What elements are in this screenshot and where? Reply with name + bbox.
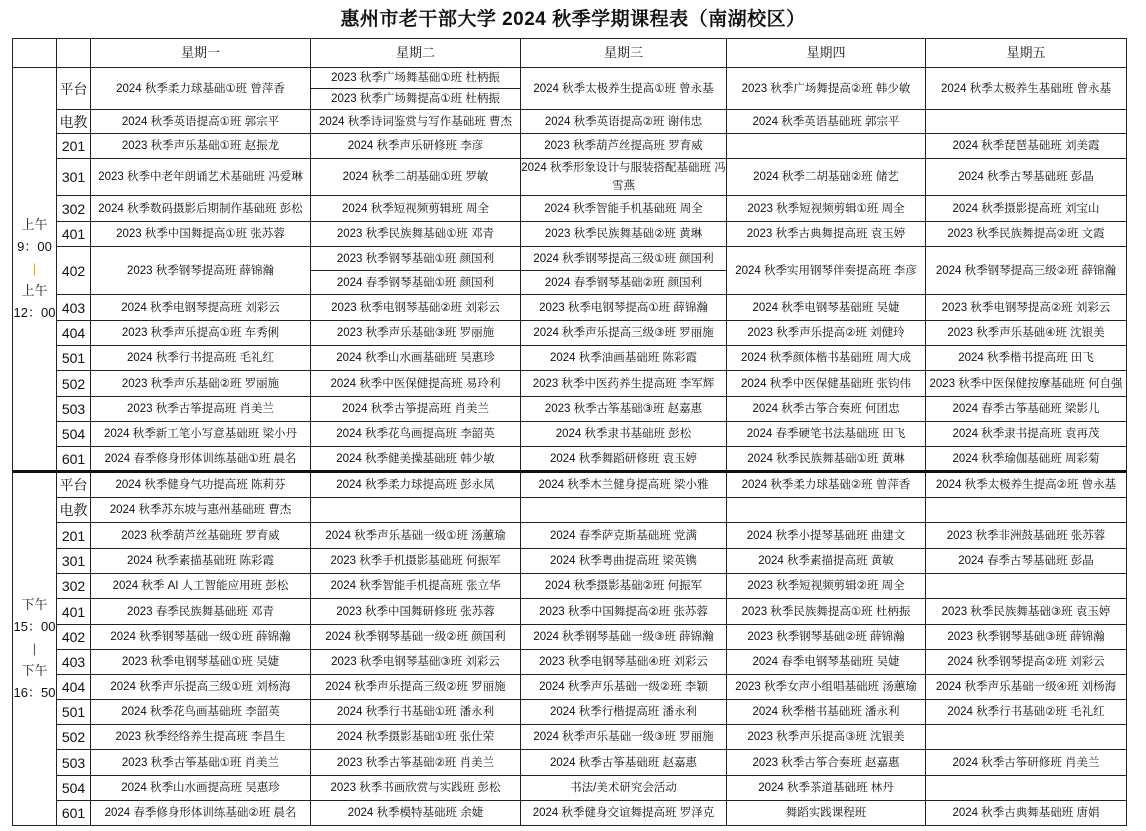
course-cell: 2024 秋季钢琴提高②班 刘彩云 xyxy=(926,650,1127,675)
course-cell: 2024 秋季健身交谊舞提高班 罗泽克 xyxy=(521,801,727,826)
course-cell: 2023 秋季民族舞提高①班 杜柄振 xyxy=(727,599,926,625)
course-cell: 2023 秋季古筝基础①班 肖美兰 xyxy=(91,750,311,776)
course-cell: 2023 秋季经络养生提高班 李昌生 xyxy=(91,725,311,750)
course-cell: 2024 秋季智能手机基础班 周全 xyxy=(521,196,727,222)
course-cell: 2024 秋季行书基础①班 潘永利 xyxy=(311,700,521,725)
room-label: 501 xyxy=(57,700,91,725)
course-cell: 2023 秋季广场舞提高②班 韩少敏 xyxy=(727,68,926,110)
room-label: 401 xyxy=(57,599,91,625)
course-cell: 2023 秋季声乐提高①班 车秀俐 xyxy=(91,321,311,346)
course-cell: 2024 秋季声乐基础一级②班 李颖 xyxy=(521,675,727,700)
course-cell: 2023 春季民族舞基础班 邓青 xyxy=(91,599,311,625)
course-cell: 2024 秋季健美操基础班 韩少敏 xyxy=(311,447,521,472)
course-cell: 2023 秋季电钢琴提高②班 刘彩云 xyxy=(926,295,1127,321)
course-entry: 2023 秋季广场舞基础①班 杜柄振 xyxy=(331,72,500,84)
room-label: 601 xyxy=(57,801,91,826)
course-cell: 2023 秋季中国舞提高②班 张苏蓉 xyxy=(521,599,727,625)
course-cell: 2024 秋季声乐研修班 李彦 xyxy=(311,134,521,159)
schedule-row xyxy=(13,422,1127,447)
time-label: 上午 xyxy=(21,283,48,298)
course-cell: 2024 秋季二胡基础②班 储艺 xyxy=(727,159,926,196)
course-cell: 2023 秋季短视频剪辑②班 周全 xyxy=(727,574,926,599)
course-cell: 2024 春季硬笔书法基础班 田飞 xyxy=(727,422,926,447)
course-cell: 2024 秋季英语提高①班 郭宗平 xyxy=(91,110,311,134)
course-cell: 2023 秋季民族舞提高②班 文霞 xyxy=(926,222,1127,247)
course-cell: 2024 秋季中医保健提高班 易玲利 xyxy=(311,371,521,397)
time-label: 9：00 xyxy=(17,239,52,254)
course-cell: 2024 秋季太极养生提高①班 曾永基 xyxy=(521,68,727,110)
course-cell: 2024 秋季楷书基础班 潘永利 xyxy=(727,700,926,725)
room-label: 电教 xyxy=(57,498,91,523)
course-entry: 2023 秋季广场舞提高①班 杜柄振 xyxy=(311,88,520,109)
empty-cell xyxy=(926,776,1127,801)
course-cell: 2024 秋季茶道基础班 林丹 xyxy=(727,776,926,801)
course-cell-split xyxy=(521,247,727,295)
course-cell: 2024 秋季声乐提高三级②班 罗丽施 xyxy=(311,675,521,700)
course-cell: 2024 秋季柔力球基础②班 曾萍香 xyxy=(727,472,926,498)
room-label: 302 xyxy=(57,574,91,599)
time-separator: | xyxy=(32,261,37,276)
course-cell: 2023 秋季中国舞提高①班 张苏蓉 xyxy=(91,222,311,247)
course-cell: 2024 秋季声乐提高三级①班 刘杨海 xyxy=(91,675,311,700)
empty-cell xyxy=(926,498,1127,523)
room-label: 电教 xyxy=(57,110,91,134)
course-cell: 2024 秋季琵琶基础班 刘美霞 xyxy=(926,134,1127,159)
time-label: 下午 xyxy=(21,597,48,612)
course-cell: 2023 秋季电钢琴基础②班 刘彩云 xyxy=(311,295,521,321)
course-cell: 2023 秋季女声小组唱基础班 汤蕙瑜 xyxy=(727,675,926,700)
time-separator: | xyxy=(32,641,37,656)
course-cell: 2023 秋季中老年朗诵艺术基础班 冯爱琳 xyxy=(91,159,311,196)
course-cell: 2023 秋季中医保健按摩基础班 何自强 xyxy=(926,371,1127,397)
course-cell: 2023 秋季电钢琴基础③班 刘彩云 xyxy=(311,650,521,675)
room-label: 301 xyxy=(57,159,91,196)
course-cell: 2024 秋季小提琴基础班 曲建文 xyxy=(727,523,926,549)
room-label: 404 xyxy=(57,321,91,346)
schedule-row xyxy=(13,472,1127,498)
course-cell: 2024 秋季声乐基础一级③班 罗丽施 xyxy=(521,725,727,750)
room-label: 503 xyxy=(57,397,91,422)
course-cell: 2024 秋季瑜伽基础班 周彩菊 xyxy=(926,447,1127,472)
course-cell: 2024 秋季电钢琴基础班 吴婕 xyxy=(727,295,926,321)
course-cell: 2024 秋季柔力球提高班 彭永凤 xyxy=(311,472,521,498)
course-cell: 2023 秋季声乐提高②班 刘健玲 xyxy=(727,321,926,346)
weekday-header: 星期二 xyxy=(311,39,521,68)
course-cell: 2023 秋季中国舞研修班 张苏蓉 xyxy=(311,599,521,625)
course-cell: 书法/美术研究会活动 xyxy=(521,776,727,801)
empty-cell xyxy=(727,498,926,523)
room-label: 502 xyxy=(57,725,91,750)
course-cell: 2024 秋季素描提高班 黄敏 xyxy=(727,549,926,574)
empty-cell xyxy=(727,134,926,159)
course-cell: 2024 秋季英语基础班 郭宗平 xyxy=(727,110,926,134)
weekday-header: 星期五 xyxy=(926,39,1127,68)
schedule-row xyxy=(13,247,1127,295)
course-cell: 2024 秋季模特基础班 余婕 xyxy=(311,801,521,826)
course-cell: 2023 秋季钢琴基础③班 薛锦瀚 xyxy=(926,625,1127,650)
course-cell: 2024 秋季花鸟画提高班 李韶英 xyxy=(311,422,521,447)
time-label: 15：00 xyxy=(13,619,56,634)
schedule-row xyxy=(13,346,1127,371)
time-label: 下午 xyxy=(21,663,48,678)
schedule-row xyxy=(13,295,1127,321)
course-cell: 2024 秋季花鸟画基础班 李韶英 xyxy=(91,700,311,725)
course-cell: 2023 秋季葫芦丝基础班 罗育威 xyxy=(91,523,311,549)
schedule-row xyxy=(13,776,1127,801)
course-cell: 2024 秋季声乐基础一级④班 刘杨海 xyxy=(926,675,1127,700)
course-cell: 2024 秋季新工笔小写意基础班 梁小丹 xyxy=(91,422,311,447)
schedule-row xyxy=(13,549,1127,574)
course-cell: 2024 秋季古筝合奏班 何团忠 xyxy=(727,397,926,422)
page-title: 惠州市老干部大学 2024 秋季学期课程表（南湖校区） xyxy=(340,9,806,30)
morning-time-slot xyxy=(13,68,57,472)
schedule-row xyxy=(13,498,1127,523)
course-cell: 2024 秋季隶书基础班 彭松 xyxy=(521,422,727,447)
schedule-row xyxy=(13,447,1127,472)
schedule-row xyxy=(13,68,1127,110)
course-cell: 2024 秋季木兰健身提高班 梁小雅 xyxy=(521,472,727,498)
course-cell: 2024 秋季太极养生提高②班 曾永基 xyxy=(926,472,1127,498)
time-label: 上午 xyxy=(21,217,48,232)
course-cell: 2024 秋季英语提高②班 谢伟忠 xyxy=(521,110,727,134)
room-label: 平台 xyxy=(57,68,91,110)
course-cell: 2024 秋季柔力球基础①班 曾萍香 xyxy=(91,68,311,110)
course-cell: 2024 春季修身形体训练基础①班 晨名 xyxy=(91,447,311,472)
course-cell: 2024 秋季素描基础班 陈彩霞 xyxy=(91,549,311,574)
schedule-row xyxy=(13,159,1127,196)
course-cell: 2023 秋季声乐基础④班 沈银美 xyxy=(926,321,1127,346)
course-entry: 2024 春季钢琴基础②班 颜国利 xyxy=(521,270,726,294)
course-cell: 2024 秋季摄影提高班 刘宝山 xyxy=(926,196,1127,222)
empty-cell xyxy=(311,498,521,523)
course-cell: 2024 秋季形象设计与服装搭配基础班 冯雪燕 xyxy=(521,159,727,196)
course-cell: 2024 秋季山水画提高班 吴惠珍 xyxy=(91,776,311,801)
course-cell: 2024 春季电钢琴基础班 吴婕 xyxy=(727,650,926,675)
weekday-header: 星期三 xyxy=(521,39,727,68)
schedule-row xyxy=(13,700,1127,725)
schedule-row xyxy=(13,725,1127,750)
course-cell: 2023 秋季葫芦丝提高班 罗育威 xyxy=(521,134,727,159)
schedule-row xyxy=(13,801,1127,826)
course-cell: 2024 秋季诗词鉴赏与写作基础班 曹杰 xyxy=(311,110,521,134)
course-cell: 2024 秋季实用钢琴伴奏提高班 李彦 xyxy=(727,247,926,295)
time-label: 16：50 xyxy=(13,685,56,700)
weekday-header: 星期四 xyxy=(727,39,926,68)
course-cell: 2023 秋季钢琴提高班 薛锦瀚 xyxy=(91,247,311,295)
schedule-row xyxy=(13,675,1127,700)
weekday-header: 星期一 xyxy=(91,39,311,68)
course-cell: 2024 秋季智能手机提高班 张立华 xyxy=(311,574,521,599)
room-label: 501 xyxy=(57,346,91,371)
course-cell: 2024 秋季行书提高班 毛礼红 xyxy=(91,346,311,371)
course-cell: 2023 秋季声乐提高③班 沈银美 xyxy=(727,725,926,750)
room-label: 403 xyxy=(57,650,91,675)
room-label: 403 xyxy=(57,295,91,321)
empty-cell xyxy=(521,498,727,523)
course-cell: 2024 秋季声乐提高三级③班 罗丽施 xyxy=(521,321,727,346)
course-cell: 2023 秋季民族舞基础①班 邓青 xyxy=(311,222,521,247)
room-label: 201 xyxy=(57,523,91,549)
course-cell: 2024 秋季油画基础班 陈彩霞 xyxy=(521,346,727,371)
room-label: 502 xyxy=(57,371,91,397)
room-label: 平台 xyxy=(57,472,91,498)
course-cell: 2024 秋季古琴基础班 彭晶 xyxy=(926,159,1127,196)
course-cell: 2024 秋季隶书提高班 袁再茂 xyxy=(926,422,1127,447)
room-label: 504 xyxy=(57,776,91,801)
course-cell: 2024 秋季健身气功提高班 陈莉芬 xyxy=(91,472,311,498)
course-cell: 2024 春季古琴基础班 彭晶 xyxy=(926,549,1127,574)
course-cell: 2024 秋季钢琴基础一级③班 薛锦瀚 xyxy=(521,625,727,650)
course-cell: 2024 秋季行书基础②班 毛礼红 xyxy=(926,700,1127,725)
course-cell: 2023 秋季民族舞基础②班 黄琳 xyxy=(521,222,727,247)
room-label: 201 xyxy=(57,134,91,159)
afternoon-time-slot xyxy=(13,472,57,826)
schedule-row xyxy=(13,222,1127,247)
course-cell: 2024 秋季摄影基础②班 何振军 xyxy=(521,574,727,599)
course-cell: 2023 秋季民族舞基础③班 袁玉婷 xyxy=(926,599,1127,625)
empty-cell xyxy=(926,574,1127,599)
course-cell: 2024 秋季苏东坡与惠州基础班 曹杰 xyxy=(91,498,311,523)
room-label: 402 xyxy=(57,625,91,650)
time-label: 12：00 xyxy=(13,305,56,320)
course-cell: 2023 秋季声乐基础②班 罗丽施 xyxy=(91,371,311,397)
course-cell: 2024 秋季古筝基础班 赵嘉惠 xyxy=(521,750,727,776)
course-cell: 2024 秋季古典舞基础班 唐娟 xyxy=(926,801,1127,826)
course-cell: 2024 秋季楷书提高班 田飞 xyxy=(926,346,1127,371)
course-cell: 2023 秋季古筝基础②班 肖美兰 xyxy=(311,750,521,776)
room-label: 601 xyxy=(57,447,91,472)
empty-cell xyxy=(926,110,1127,134)
room-label: 302 xyxy=(57,196,91,222)
course-cell: 2024 秋季电钢琴提高班 刘彩云 xyxy=(91,295,311,321)
schedule-row xyxy=(13,134,1127,159)
course-cell: 2024 春季萨克斯基础班 党满 xyxy=(521,523,727,549)
course-cell: 2024 秋季行楷提高班 潘永利 xyxy=(521,700,727,725)
course-cell: 2023 秋季短视频剪辑①班 周全 xyxy=(727,196,926,222)
course-cell: 舞蹈实践课程班 xyxy=(727,801,926,826)
course-cell: 2023 秋季古筝基础③班 赵嘉惠 xyxy=(521,397,727,422)
course-cell: 2024 秋季山水画基础班 吴惠珍 xyxy=(311,346,521,371)
course-cell: 2023 秋季声乐基础③班 罗丽施 xyxy=(311,321,521,346)
course-cell: 2024 秋季颜体楷书基础班 周大成 xyxy=(727,346,926,371)
corner-cell xyxy=(13,39,57,68)
schedule-row xyxy=(13,574,1127,599)
course-cell-split xyxy=(311,247,521,295)
schedule-row xyxy=(13,750,1127,776)
schedule-row xyxy=(13,321,1127,346)
course-cell: 2024 秋季太极养生基础班 曾永基 xyxy=(926,68,1127,110)
schedule-table xyxy=(12,38,1127,826)
course-cell: 2023 秋季电钢琴提高①班 薛锦瀚 xyxy=(521,295,727,321)
course-cell: 2024 秋季古筝研修班 肖美兰 xyxy=(926,750,1127,776)
room-label: 401 xyxy=(57,222,91,247)
course-cell: 2023 秋季古筝合奏班 赵嘉惠 xyxy=(727,750,926,776)
empty-cell xyxy=(926,725,1127,750)
course-cell: 2023 秋季古筝提高班 肖美兰 xyxy=(91,397,311,422)
course-cell: 2024 秋季数码摄影后期制作基础班 彭松 xyxy=(91,196,311,222)
header-row xyxy=(13,39,1127,68)
course-cell: 2024 秋季短视频剪辑班 周全 xyxy=(311,196,521,222)
schedule-row xyxy=(13,110,1127,134)
course-cell: 2024 秋季古筝提高班 肖美兰 xyxy=(311,397,521,422)
schedule-row xyxy=(13,599,1127,625)
course-cell: 2024 春季修身形体训练基础②班 晨名 xyxy=(91,801,311,826)
course-cell: 2024 秋季 AI 人工智能应用班 彭松 xyxy=(91,574,311,599)
course-cell: 2024 秋季钢琴基础一级②班 颜国利 xyxy=(311,625,521,650)
course-cell: 2024 秋季钢琴基础一级①班 薛锦瀚 xyxy=(91,625,311,650)
course-cell: 2023 秋季中医药养生提高班 李军辉 xyxy=(521,371,727,397)
room-header-cell xyxy=(57,39,91,68)
schedule-row xyxy=(13,625,1127,650)
room-label: 404 xyxy=(57,675,91,700)
course-cell-split xyxy=(311,68,521,110)
course-cell: 2024 秋季声乐基础一级①班 汤蕙瑜 xyxy=(311,523,521,549)
room-label: 402 xyxy=(57,247,91,295)
course-cell: 2024 秋季舞蹈研修班 袁玉婷 xyxy=(521,447,727,472)
course-cell: 2024 秋季粤曲提高班 梁英镌 xyxy=(521,549,727,574)
schedule-row xyxy=(13,397,1127,422)
course-entry: 2024 秋季钢琴提高三级①班 颜国利 xyxy=(533,252,714,265)
room-label: 301 xyxy=(57,549,91,574)
course-cell: 2024 秋季中医保健基础班 张钧伟 xyxy=(727,371,926,397)
course-entry: 2024 春季钢琴基础①班 颜国利 xyxy=(311,270,520,294)
course-cell: 2023 秋季声乐基础①班 赵振龙 xyxy=(91,134,311,159)
course-cell: 2024 秋季民族舞基础①班 黄琳 xyxy=(727,447,926,472)
room-label: 504 xyxy=(57,422,91,447)
schedule-row xyxy=(13,523,1127,549)
course-cell: 2023 秋季电钢琴基础④班 刘彩云 xyxy=(521,650,727,675)
course-cell: 2023 秋季钢琴基础②班 薛锦瀚 xyxy=(727,625,926,650)
schedule-row xyxy=(13,650,1127,675)
schedule-row xyxy=(13,371,1127,397)
room-label: 503 xyxy=(57,750,91,776)
course-cell: 2024 秋季摄影基础①班 张仕荣 xyxy=(311,725,521,750)
course-cell: 2023 秋季电钢琴基础①班 吴婕 xyxy=(91,650,311,675)
course-cell: 2024 秋季二胡基础①班 罗敏 xyxy=(311,159,521,196)
course-cell: 2023 秋季非洲鼓基础班 张苏蓉 xyxy=(926,523,1127,549)
course-cell: 2023 秋季古典舞提高班 袁玉婷 xyxy=(727,222,926,247)
schedule-row xyxy=(13,196,1127,222)
course-entry: 2023 秋季钢琴基础①班 颜国利 xyxy=(336,252,495,265)
course-cell: 2024 春季古筝基础班 梁影儿 xyxy=(926,397,1127,422)
course-cell: 2024 秋季钢琴提高三级②班 薛锦瀚 xyxy=(926,247,1127,295)
course-cell: 2023 秋季手机摄影基础班 何振军 xyxy=(311,549,521,574)
course-cell: 2023 秋季书画欣赏与实践班 彭松 xyxy=(311,776,521,801)
